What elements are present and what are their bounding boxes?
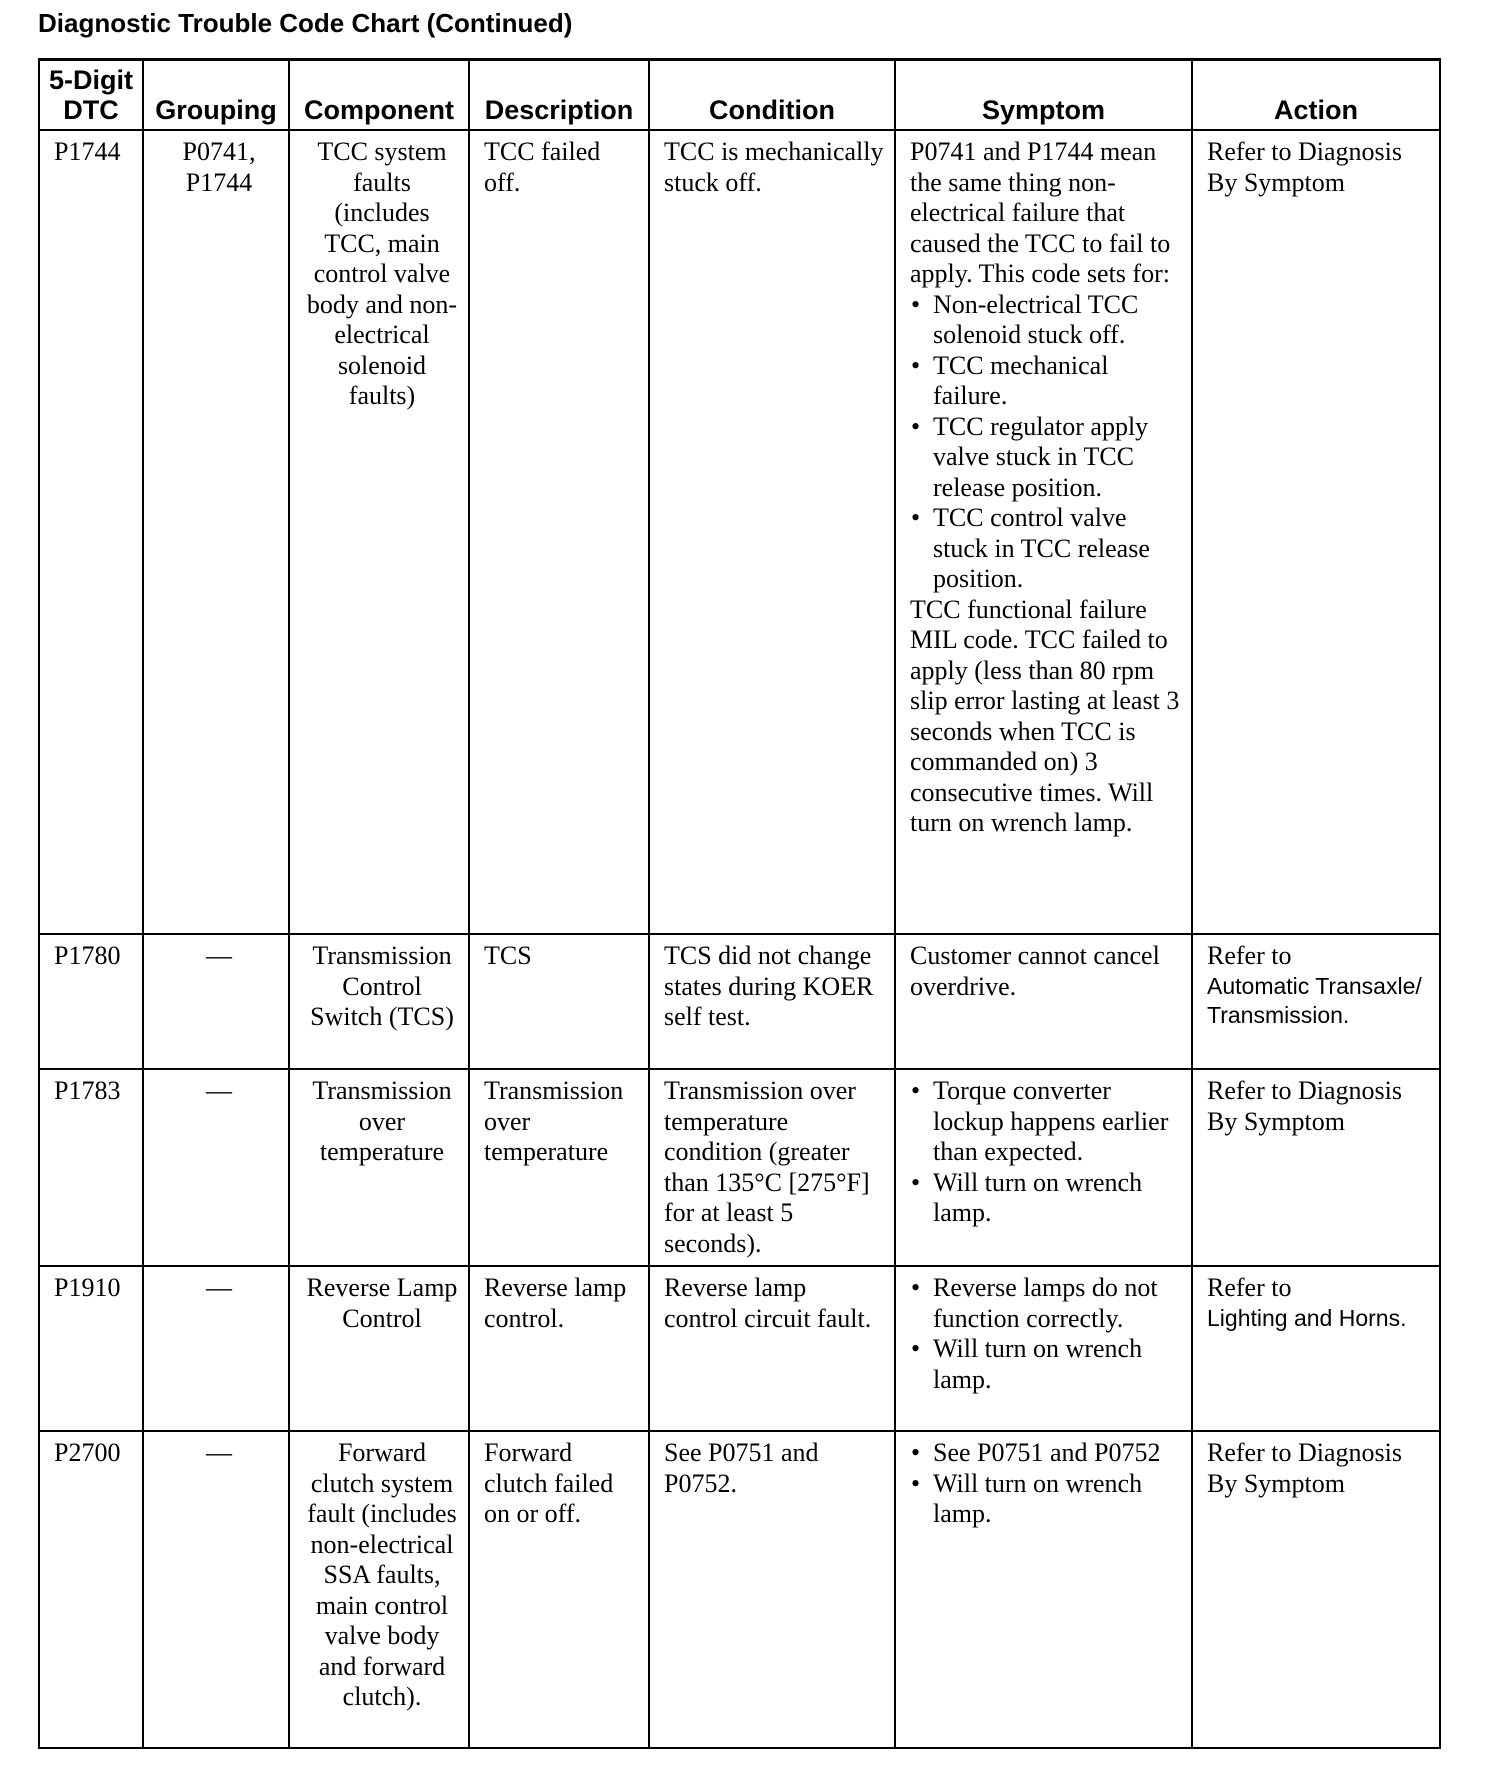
action-reference: Lighting and Horns. (1207, 1304, 1407, 1331)
symptom-bullet: • Reverse lamps do not function correctly. (910, 1273, 1183, 1334)
grouping-cell: — (143, 934, 289, 1069)
dtc-code: P1783 (39, 1069, 143, 1266)
action-cell (1192, 934, 1440, 1069)
action-text: Refer to Diagnosis By Symptom (1207, 1438, 1402, 1498)
table-row (39, 934, 1440, 1069)
symptom-bullet: • See P0751 and P0752 (910, 1438, 1183, 1469)
symptom-intro: P0741 and P1744 mean the same thing non-electrical failure that caused the TCC to fail to apply. This code sets for: (910, 137, 1171, 288)
description-cell: Reverse lamp control. (469, 1266, 649, 1431)
symptom-cell (895, 1069, 1192, 1266)
table-row (39, 1266, 1440, 1431)
symptom-list (910, 1273, 1183, 1395)
page-title: Diagnostic Trouble Code Chart (Continued) (38, 8, 573, 38)
condition-cell: Reverse lamp control circuit fault. (649, 1266, 895, 1431)
symptom-list (910, 1076, 1183, 1229)
symptom-bullet: • Will turn on wrench lamp. (910, 1469, 1183, 1530)
action-cell (1192, 130, 1440, 934)
header-action: Action (1192, 60, 1440, 131)
grouping-cell: — (143, 1069, 289, 1266)
table-row (39, 1431, 1440, 1748)
component-cell: Reverse Lamp Control (289, 1266, 469, 1431)
grouping-cell: — (143, 1431, 289, 1748)
action-reference: Automatic Transaxle/ Transmission. (1207, 972, 1422, 1028)
symptom-list (910, 1438, 1183, 1530)
header-description: Description (469, 60, 649, 131)
action-cell (1192, 1069, 1440, 1266)
description-cell: TCC failed off. (469, 130, 649, 934)
action-text: Refer to Diagnosis By Symptom (1207, 1076, 1402, 1136)
action-text: Refer to (1207, 941, 1292, 970)
header-symptom: Symptom (895, 60, 1192, 131)
symptom-bullet: • TCC mechanical failure. (910, 351, 1183, 412)
grouping-cell: — (143, 1266, 289, 1431)
dtc-table (38, 58, 1441, 1749)
symptom-outro: TCC functional failure MIL code. TCC failed to apply (less than 80 rpm slip error lasting at least 3 seconds when TCC is commanded on) 3 consecutive times. Will turn on wrench lamp. (910, 594, 1180, 837)
component-cell: Transmission Control Switch (TCS) (289, 934, 469, 1069)
symptom-bullet: • TCC regulator apply valve stuck in TCC release position. (910, 412, 1183, 504)
dtc-code: P1910 (39, 1266, 143, 1431)
component-cell: Forward clutch system fault (includes non-electrical SSA faults, main control valve body and forward clutch). (289, 1431, 469, 1748)
header-dtc: 5-Digit DTC (39, 60, 143, 131)
table-row (39, 1069, 1440, 1266)
component-cell: TCC system faults (includes TCC, main control valve body and non-electrical solenoid faults) (289, 130, 469, 934)
action-text: Refer to Diagnosis By Symptom (1207, 137, 1402, 197)
grouping-cell: P0741, P1744 (143, 130, 289, 934)
symptom-bullet: • Torque converter lockup happens earlier than expected. (910, 1076, 1183, 1168)
dtc-code: P1744 (39, 130, 143, 934)
description-cell: TCS (469, 934, 649, 1069)
header-condition: Condition (649, 60, 895, 131)
symptom-cell (895, 130, 1192, 934)
symptom-cell (895, 1431, 1192, 1748)
description-cell: Transmission over temperature (469, 1069, 649, 1266)
dtc-code: P1780 (39, 934, 143, 1069)
table-row (39, 130, 1440, 934)
header-row (39, 60, 1440, 131)
symptom-intro: Customer cannot cancel overdrive. (910, 941, 1160, 1001)
symptom-bullet: • Will turn on wrench lamp. (910, 1168, 1183, 1229)
component-cell: Transmission over temperature (289, 1069, 469, 1266)
symptom-cell (895, 934, 1192, 1069)
symptom-bullet: • Non-electrical TCC solenoid stuck off. (910, 290, 1183, 351)
action-text: Refer to (1207, 1273, 1292, 1302)
condition-cell: Transmission over temperature condition (greater than 135°C [275°F] for at least 5 seconds). (649, 1069, 895, 1266)
symptom-list (910, 290, 1183, 595)
condition-cell: TCS did not change states during KOER self test. (649, 934, 895, 1069)
condition-cell: TCC is mechanically stuck off. (649, 130, 895, 934)
table-body (39, 130, 1440, 1748)
symptom-bullet: • TCC control valve stuck in TCC release position. (910, 503, 1183, 595)
description-cell: Forward clutch failed on or off. (469, 1431, 649, 1748)
header-grouping: Grouping (143, 60, 289, 131)
symptom-bullet: • Will turn on wrench lamp. (910, 1334, 1183, 1395)
header-component: Component (289, 60, 469, 131)
symptom-cell (895, 1266, 1192, 1431)
dtc-code: P2700 (39, 1431, 143, 1748)
action-cell (1192, 1431, 1440, 1748)
action-cell (1192, 1266, 1440, 1431)
condition-cell: See P0751 and P0752. (649, 1431, 895, 1748)
